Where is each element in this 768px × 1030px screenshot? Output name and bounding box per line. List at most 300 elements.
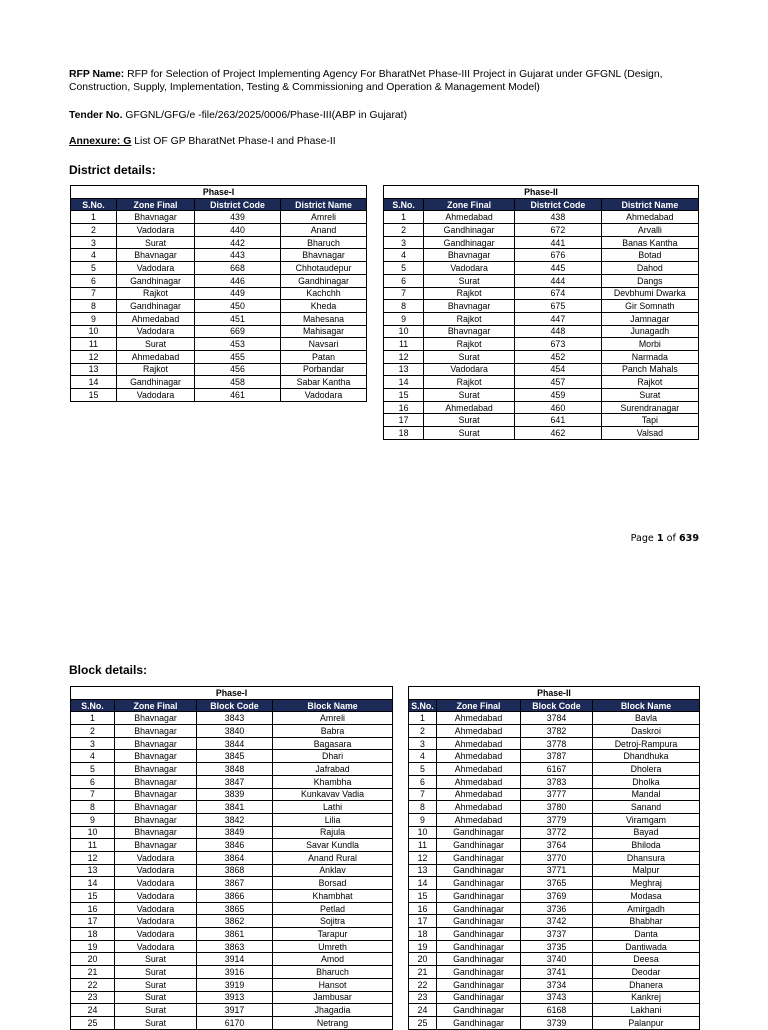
table-cell: 3734 xyxy=(521,978,593,991)
table-cell: Surat xyxy=(424,350,515,363)
table-cell: Gandhinagar xyxy=(437,902,521,915)
table-cell: 9 xyxy=(71,813,115,826)
table-row xyxy=(71,300,367,313)
table-cell: 674 xyxy=(515,287,602,300)
table-cell: Ahmedabad xyxy=(437,775,521,788)
table-row xyxy=(71,712,393,725)
table-row xyxy=(409,763,700,776)
table-cell: Kachchh xyxy=(281,287,367,300)
table-cell: Ahmedabad xyxy=(437,725,521,738)
table-cell: Ahmedabad xyxy=(424,211,515,224)
table-cell: Bhavnagar xyxy=(115,813,197,826)
table-row xyxy=(71,801,393,814)
table-cell: Dahod xyxy=(601,262,698,275)
table-cell: 17 xyxy=(71,915,115,928)
block-phase2-table xyxy=(408,686,700,1030)
table-row xyxy=(409,902,700,915)
table-cell: 22 xyxy=(409,978,437,991)
table-row xyxy=(71,262,367,275)
table-row xyxy=(409,839,700,852)
table-cell: Dangs xyxy=(601,274,698,287)
table-row xyxy=(71,236,367,249)
table-row xyxy=(384,224,699,237)
table-cell: Bhavnagar xyxy=(115,737,197,750)
table-cell: 3917 xyxy=(197,1004,273,1017)
table-cell: Ahmedabad xyxy=(437,813,521,826)
table-cell: Rajkot xyxy=(601,376,698,389)
table-cell: 3764 xyxy=(521,839,593,852)
table-cell: 459 xyxy=(515,389,602,402)
table-cell: 453 xyxy=(195,338,281,351)
table-cell: 3919 xyxy=(197,978,273,991)
table-cell: Surat xyxy=(601,389,698,402)
table-row xyxy=(409,864,700,877)
table-cell: Gandhinagar xyxy=(437,826,521,839)
table-cell: Ahmedabad xyxy=(437,801,521,814)
table-cell: Vadodara xyxy=(424,363,515,376)
table-cell: Bhavnagar xyxy=(117,211,195,224)
table-cell: Surat xyxy=(424,414,515,427)
table-row xyxy=(384,427,699,440)
table-cell: Panch Mahals xyxy=(601,363,698,376)
table-row xyxy=(384,287,699,300)
table-row xyxy=(71,902,393,915)
table-cell: 442 xyxy=(195,236,281,249)
table-row xyxy=(384,350,699,363)
table-cell: Bhavnagar xyxy=(115,763,197,776)
table-cell: 15 xyxy=(71,890,115,903)
table-cell: 1 xyxy=(71,712,115,725)
table-cell: Rajkot xyxy=(117,363,195,376)
table-cell: Kheda xyxy=(281,300,367,313)
table-cell: 3741 xyxy=(521,966,593,979)
table-cell: Bhiloda xyxy=(593,839,700,852)
table-cell: Bhavnagar xyxy=(424,325,515,338)
table-row xyxy=(384,274,699,287)
table-cell: 11 xyxy=(409,839,437,852)
column-header: S.No. xyxy=(71,198,117,211)
table-cell: Kankrej xyxy=(593,991,700,1004)
table-cell: 13 xyxy=(409,864,437,877)
tender-text: GFGNL/GFG/e -file/263/2025/0006/Phase-III(ABP in Gujarat) xyxy=(125,110,408,121)
column-header: Block Code xyxy=(197,699,273,712)
table-cell: Petlad xyxy=(273,902,393,915)
table-cell: 21 xyxy=(71,966,115,979)
page-total: 639 xyxy=(678,533,699,544)
table-cell: Ahmedabad xyxy=(601,211,698,224)
table-row xyxy=(409,1016,700,1029)
table-cell: 2 xyxy=(71,224,117,237)
table-cell: 3771 xyxy=(521,864,593,877)
table-cell: 3777 xyxy=(521,788,593,801)
table-cell: 3 xyxy=(384,236,424,249)
table-cell: Porbandar xyxy=(281,363,367,376)
table-cell: 3787 xyxy=(521,750,593,763)
table-cell: Gandhinagar xyxy=(437,915,521,928)
table-cell: Savar Kundla xyxy=(273,839,393,852)
district-details-heading: District details: xyxy=(69,163,156,177)
column-header: S.No. xyxy=(409,699,437,712)
table-cell: 2 xyxy=(384,224,424,237)
table-cell: Amirgadh xyxy=(593,902,700,915)
table-cell: 672 xyxy=(515,224,602,237)
column-header: District Name xyxy=(601,198,698,211)
table-row xyxy=(71,1004,393,1017)
district-phase1-table xyxy=(70,185,367,402)
table-cell: 454 xyxy=(515,363,602,376)
table-cell: 6 xyxy=(409,775,437,788)
table-cell: 458 xyxy=(195,376,281,389)
table-row xyxy=(409,788,700,801)
table-cell: 19 xyxy=(71,940,115,953)
table-cell: Detroj-Rampura xyxy=(593,737,700,750)
table-cell: 452 xyxy=(515,350,602,363)
table-row xyxy=(71,725,393,738)
table-cell: 16 xyxy=(71,902,115,915)
table-cell: Rajula xyxy=(273,826,393,839)
table-cell: 3779 xyxy=(521,813,593,826)
table-cell: 3737 xyxy=(521,928,593,941)
table-cell: Lakhani xyxy=(593,1004,700,1017)
table-cell: Vadodara xyxy=(117,389,195,402)
table-cell: 439 xyxy=(195,211,281,224)
table-cell: Surat xyxy=(424,274,515,287)
table-cell: 3780 xyxy=(521,801,593,814)
table-cell: Amreli xyxy=(281,211,367,224)
column-header: S.No. xyxy=(384,198,424,211)
table-cell: Anand xyxy=(281,224,367,237)
table-cell: 5 xyxy=(71,763,115,776)
table-cell: Sojitra xyxy=(273,915,393,928)
table-cell: Vadodara xyxy=(117,224,195,237)
table-cell: 6 xyxy=(71,775,115,788)
table-cell: 9 xyxy=(384,312,424,325)
table-cell: 3846 xyxy=(197,839,273,852)
tender-label: Tender No. xyxy=(69,110,123,121)
table-cell: Junagadh xyxy=(601,325,698,338)
table-row xyxy=(409,826,700,839)
table-cell: 9 xyxy=(409,813,437,826)
table-row xyxy=(409,928,700,941)
table-cell: 16 xyxy=(409,902,437,915)
table-row xyxy=(409,953,700,966)
table-cell: Deesa xyxy=(593,953,700,966)
table-cell: Surat xyxy=(117,338,195,351)
table-cell: 12 xyxy=(409,851,437,864)
table-cell: 3769 xyxy=(521,890,593,903)
table-row xyxy=(409,966,700,979)
table-row xyxy=(71,750,393,763)
table-cell: 3770 xyxy=(521,851,593,864)
table-row xyxy=(409,1004,700,1017)
table-cell: Netrang xyxy=(273,1016,393,1029)
table-row xyxy=(384,325,699,338)
column-header: Zone Final xyxy=(115,699,197,712)
table-row xyxy=(409,991,700,1004)
table-row xyxy=(71,788,393,801)
table-cell: Gandhinagar xyxy=(424,224,515,237)
phase-title: Phase-I xyxy=(71,687,393,700)
table-cell: 668 xyxy=(195,262,281,275)
table-cell: Gandhinagar xyxy=(424,236,515,249)
table-cell: 18 xyxy=(409,928,437,941)
table-cell: 3866 xyxy=(197,890,273,903)
table-cell: Gandhinagar xyxy=(437,839,521,852)
table-cell: 18 xyxy=(384,427,424,440)
table-cell: 3913 xyxy=(197,991,273,1004)
table-cell: 14 xyxy=(409,877,437,890)
column-header: Zone Final xyxy=(424,198,515,211)
table-cell: 19 xyxy=(409,940,437,953)
table-cell: 5 xyxy=(409,763,437,776)
table-cell: 3844 xyxy=(197,737,273,750)
table-cell: Gandhinagar xyxy=(437,966,521,979)
table-cell: Gandhinagar xyxy=(437,928,521,941)
table-row xyxy=(384,376,699,389)
table-cell: 11 xyxy=(384,338,424,351)
table-cell: 440 xyxy=(195,224,281,237)
table-cell: Danta xyxy=(593,928,700,941)
table-cell: 1 xyxy=(409,712,437,725)
table-cell: 447 xyxy=(515,312,602,325)
table-cell: Modasa xyxy=(593,890,700,903)
table-cell: 3849 xyxy=(197,826,273,839)
table-cell: Gandhinagar xyxy=(437,1004,521,1017)
table-cell: Bhavnagar xyxy=(115,775,197,788)
column-header: Block Name xyxy=(273,699,393,712)
table-cell: 3840 xyxy=(197,725,273,738)
table-cell: 3916 xyxy=(197,966,273,979)
table-cell: 17 xyxy=(384,414,424,427)
table-cell: 3862 xyxy=(197,915,273,928)
table-row xyxy=(384,414,699,427)
table-cell: 3842 xyxy=(197,813,273,826)
table-cell: Vadodara xyxy=(115,902,197,915)
table-cell: 5 xyxy=(384,262,424,275)
table-cell: 462 xyxy=(515,427,602,440)
table-cell: 451 xyxy=(195,312,281,325)
table-cell: 25 xyxy=(71,1016,115,1029)
table-cell: 1 xyxy=(71,211,117,224)
table-row xyxy=(71,376,367,389)
table-cell: 12 xyxy=(71,851,115,864)
table-row xyxy=(409,712,700,725)
district-phase2-table xyxy=(383,185,699,440)
table-cell: 15 xyxy=(384,389,424,402)
table-cell: 5 xyxy=(71,262,117,275)
table-cell: 3784 xyxy=(521,712,593,725)
table-cell: 460 xyxy=(515,401,602,414)
table-cell: Vadodara xyxy=(117,262,195,275)
table-cell: Anand Rural xyxy=(273,851,393,864)
table-cell: Devbhumi Dwarka xyxy=(601,287,698,300)
table-cell: 3 xyxy=(409,737,437,750)
table-cell: Lathi xyxy=(273,801,393,814)
table-cell: Mandal xyxy=(593,788,700,801)
table-row xyxy=(409,801,700,814)
table-cell: 456 xyxy=(195,363,281,376)
table-cell: Surat xyxy=(115,1016,197,1029)
table-cell: Jambusar xyxy=(273,991,393,1004)
table-cell: 8 xyxy=(71,801,115,814)
table-row xyxy=(71,826,393,839)
table-cell: Borsad xyxy=(273,877,393,890)
table-cell: Vadodara xyxy=(115,851,197,864)
table-cell: 3742 xyxy=(521,915,593,928)
table-cell: 3739 xyxy=(521,1016,593,1029)
table-cell: Ahmedabad xyxy=(437,712,521,725)
column-header: Block Name xyxy=(593,699,700,712)
table-cell: 7 xyxy=(71,788,115,801)
table-row xyxy=(409,890,700,903)
table-cell: Gandhinagar xyxy=(117,300,195,313)
table-row xyxy=(71,350,367,363)
table-cell: 461 xyxy=(195,389,281,402)
table-cell: Surat xyxy=(115,953,197,966)
table-cell: Bhavnagar xyxy=(424,249,515,262)
column-header: S.No. xyxy=(71,699,115,712)
table-cell: 3865 xyxy=(197,902,273,915)
table-cell: 7 xyxy=(71,287,117,300)
table-cell: Bagasara xyxy=(273,737,393,750)
table-row xyxy=(384,236,699,249)
table-cell: Dhandhuka xyxy=(593,750,700,763)
table-cell: Ahmedabad xyxy=(437,763,521,776)
table-cell: Sanand xyxy=(593,801,700,814)
table-row xyxy=(71,966,393,979)
table-row xyxy=(409,915,700,928)
table-cell: 3783 xyxy=(521,775,593,788)
table-cell: Vadodara xyxy=(115,928,197,941)
table-cell: Dhari xyxy=(273,750,393,763)
table-cell: 24 xyxy=(409,1004,437,1017)
table-cell: Vadodara xyxy=(115,877,197,890)
table-cell: Gandhinagar xyxy=(437,851,521,864)
rfp-name xyxy=(69,68,709,94)
table-cell: Patan xyxy=(281,350,367,363)
table-row xyxy=(409,775,700,788)
table-cell: Ahmedabad xyxy=(437,737,521,750)
table-cell: Bhavnagar xyxy=(281,249,367,262)
table-cell: Bharuch xyxy=(273,966,393,979)
table-row xyxy=(71,991,393,1004)
table-row xyxy=(71,737,393,750)
table-cell: 10 xyxy=(71,826,115,839)
table-cell: Bhavnagar xyxy=(424,300,515,313)
table-cell: Bhavnagar xyxy=(115,788,197,801)
table-row xyxy=(71,249,367,262)
column-header: District Code xyxy=(195,198,281,211)
phase-title: Phase-II xyxy=(409,687,700,700)
table-cell: Bhavnagar xyxy=(115,750,197,763)
table-cell: Vadodara xyxy=(424,262,515,275)
table-cell: Mahesana xyxy=(281,312,367,325)
table-row xyxy=(71,224,367,237)
table-cell: 4 xyxy=(71,750,115,763)
table-row xyxy=(71,363,367,376)
table-cell: 10 xyxy=(409,826,437,839)
table-row xyxy=(71,864,393,877)
table-row xyxy=(384,363,699,376)
column-header: Zone Final xyxy=(437,699,521,712)
block-details-heading: Block details: xyxy=(69,663,148,677)
annexure-label: Annexure: G xyxy=(69,136,132,147)
rfp-text: RFP for Selection of Project Implementing Agency For BharatNet Phase-III Project in Gujarat under GFGNL (Design, Construction, Supply, Implementation, Testing & Commissioning and Operation & Management Model) xyxy=(69,69,663,93)
table-cell: 675 xyxy=(515,300,602,313)
table-cell: Sabar Kantha xyxy=(281,376,367,389)
phase-title: Phase-II xyxy=(384,186,699,199)
table-cell: 673 xyxy=(515,338,602,351)
table-cell: 443 xyxy=(195,249,281,262)
table-row xyxy=(384,262,699,275)
table-cell: 16 xyxy=(384,401,424,414)
table-row xyxy=(384,249,699,262)
table-cell: Bhavnagar xyxy=(115,725,197,738)
table-cell: Bhavnagar xyxy=(117,249,195,262)
table-cell: 441 xyxy=(515,236,602,249)
table-cell: Gandhinagar xyxy=(437,1016,521,1029)
table-cell: Vadodara xyxy=(115,940,197,953)
table-row xyxy=(409,978,700,991)
table-row xyxy=(409,813,700,826)
table-cell: 676 xyxy=(515,249,602,262)
table-cell: Jafrabad xyxy=(273,763,393,776)
table-cell: 3736 xyxy=(521,902,593,915)
table-cell: Palanpur xyxy=(593,1016,700,1029)
table-cell: Gandhinagar xyxy=(437,864,521,877)
table-cell: Rajkot xyxy=(424,287,515,300)
table-cell: 3843 xyxy=(197,712,273,725)
table-cell: Surat xyxy=(117,236,195,249)
table-cell: 3772 xyxy=(521,826,593,839)
table-cell: Bhavnagar xyxy=(115,839,197,852)
table-cell: 12 xyxy=(384,350,424,363)
table-cell: 3864 xyxy=(197,851,273,864)
table-cell: Tarapur xyxy=(273,928,393,941)
table-cell: Bhavnagar xyxy=(115,826,197,839)
table-cell: 13 xyxy=(71,864,115,877)
table-cell: Valsad xyxy=(601,427,698,440)
column-header: District Code xyxy=(515,198,602,211)
table-cell: Morbi xyxy=(601,338,698,351)
table-cell: Jhagadia xyxy=(273,1004,393,1017)
table-cell: 11 xyxy=(71,338,117,351)
table-cell: Babra xyxy=(273,725,393,738)
table-cell: 669 xyxy=(195,325,281,338)
table-cell: 3743 xyxy=(521,991,593,1004)
table-cell: 3861 xyxy=(197,928,273,941)
table-cell: 438 xyxy=(515,211,602,224)
table-cell: Bharuch xyxy=(281,236,367,249)
table-cell: 14 xyxy=(71,877,115,890)
table-row xyxy=(71,813,393,826)
table-cell: 24 xyxy=(71,1004,115,1017)
table-cell: Jamnagar xyxy=(601,312,698,325)
table-cell: Lilia xyxy=(273,813,393,826)
table-cell: Narmada xyxy=(601,350,698,363)
table-cell: 6170 xyxy=(197,1016,273,1029)
annexure-text: List OF GP BharatNet Phase-I and Phase-II xyxy=(134,136,336,147)
table-cell: Ahmedabad xyxy=(437,750,521,763)
table-cell: Rajkot xyxy=(424,338,515,351)
table-cell: Ahmedabad xyxy=(424,401,515,414)
table-cell: 11 xyxy=(71,839,115,852)
table-row xyxy=(71,940,393,953)
table-cell: Gandhinagar xyxy=(437,877,521,890)
table-cell: Vadodara xyxy=(115,864,197,877)
table-cell: 3848 xyxy=(197,763,273,776)
table-cell: 10 xyxy=(71,325,117,338)
